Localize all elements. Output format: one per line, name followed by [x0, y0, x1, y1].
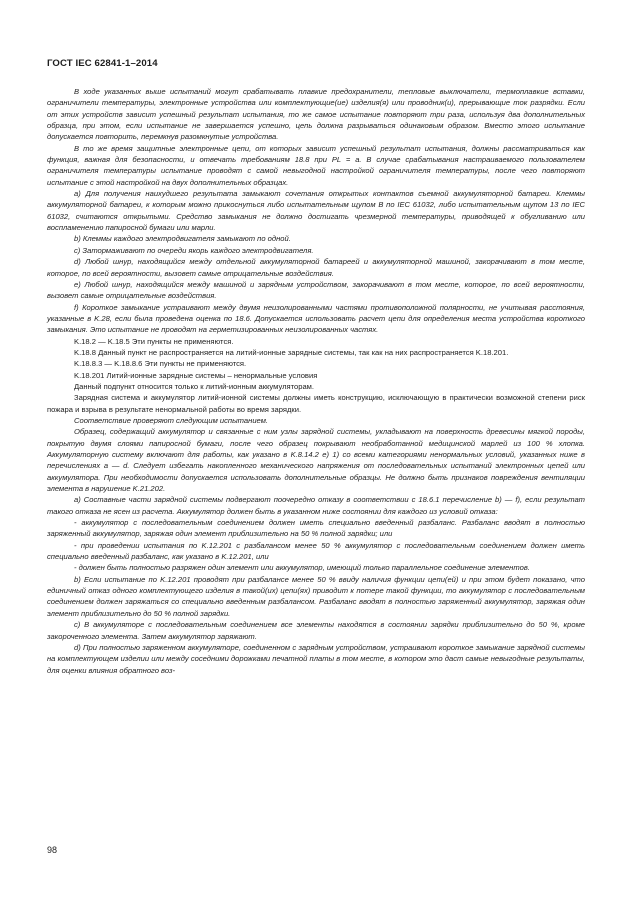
paragraph: K.18.201 Литий-ионные зарядные системы – ненормальные условия [74, 370, 318, 380]
paragraph: Соответствие проверяют следующим испытанием. [74, 415, 269, 425]
paragraph: c) Затормаживают по очереди якорь каждого электродвигателя. [74, 245, 314, 255]
paragraph: - аккумулятор с последовательным соединением должен иметь специально введенный разбаланс. Разбаланс вводят в полностью заряженный аккумулятор, заряжая один элемент приблизительно на 50 % полной зарядки; или [47, 518, 585, 539]
paragraph: K.18.8 Данный пункт не распространяется на литий-ионные зарядные системы, так как на них распространяется K.18.201. [74, 347, 509, 357]
paragraph: В ходе указанных выше испытаний могут срабатывать плавкие предохранители, тепловые выключатели, термоплавкие вставки, ограничители температуры, электронные устройства или комплектующие(ие) изделия(я) или проводник(и), прерывающие ток разрядки. Если от этих устройств зависит успешный результат испытания, то же самое испытание повторяют три раза, используя два дополнительных образца, при этом, если испытание не завершается успешно, цепь должна разрываться одинаковым образом. Вместо этого испытание допускается повторить, перемкнув разомкнутые устройства. [47, 87, 585, 142]
paragraph: - должен быть полностью разряжен один элемент или аккумулятор, имеющий только параллельное соединение элементов. [74, 563, 530, 573]
paragraph: d) При полностью заряженном аккумуляторе, соединенном с зарядным устройством, устраивают короткое замыкание зарядной системы на комплектующем изделии или между соседними дорожками печатной платы в том месте, в котором это даст самые невыгодные результаты, для оценки влияния обратного воз- [47, 642, 585, 675]
paragraph: Данный подпункт относится только к литий-ионным аккумуляторам. [74, 381, 315, 391]
paragraph: d) Любой шнур, находящийся между отдельной аккумуляторной батареей и аккумуляторной машиной, закорачивают в том месте, которое, по всей вероятности, вызовет самые отрицательные воздействия. [47, 257, 585, 278]
paragraph: В то же время защитные электронные цепи, от которых зависит успешный результат испытания, должны рассматриваться как функция, важная для безопасности, и отвечать требованиям 18.8 при PL = a. В случае срабатывания настраиваемого пользователем ограничителя температуры испытание проводят с самой невыгодной настройкой ограничителя температуры, после чего повторяют испытание с этой настройкой на двух дополнительных образцах. [47, 143, 585, 187]
paragraph: K.18.2 — K.18.5 Эти пункты не применяются. [74, 336, 234, 346]
paragraph: Образец, содержащий аккумулятор и связанные с ним узлы зарядной системы, укладывают на поверхность древесины мягкой породы, покрытую двумя слоями папиросной бумаги, после чего образец покрывают необработанной медицинской марлей из 100 % хлопка. Аккумуляторную систему включают для работы, как указано в K.8.14.2 e) 1) со всеми категориями ненормальных условий, указанных ниже в перечислениях a — d. Следует избегать накопленного механического напряжения от последовательных испытаний электронных цепей или аккумулятора. При необходимости допускается использовать дополнительные образцы. Не должно быть признаков повреждения вентиляции элемента в нарушение K.21.202. [47, 427, 585, 494]
document-header: ГОСТ IEC 62841-1–2014 [47, 58, 158, 69]
paragraph: a) Составные части зарядной системы подвергают поочередно отказу в соответствии с 18.6.1 перечисление b) — f), если результат такого отказа не ясен из расчета. Аккумулятор должен быть в указанном ниже состоянии для каждого из условий отказа: [47, 495, 585, 516]
document-body [47, 86, 585, 676]
page-number: 98 [47, 845, 58, 855]
paragraph: Зарядная система и аккумулятор литий-ионной системы должны иметь конструкцию, исключающую в практически возможной степени риск пожара и взрыва в результате ненормальной работы во время зарядки. [47, 393, 585, 414]
paragraph: - при проведении испытания по K.12.201 с разбалансом менее 50 % аккумулятор с последовательным соединением должен иметь специально введенный разбаланс, как указано в K.12.201, или [47, 540, 585, 562]
paragraph: a) Для получения наихудшего результата замыкают сочетания открытых контактов съемной аккумуляторной батареи. Клеммы аккумуляторной батареи, к которым можно прикоснуться либо испытательным щупом B по IEC 61032, либо испытательным щупом 13 по IEC 61032, считаются открытыми. Средство замыкания не должно достигать чрезмерной температуры, приводящей к обугливанию или воспламенению папиросной бумаги или марли. [47, 189, 585, 233]
paragraph: f) Короткое замыкание устраивают между двумя неизолированными частями противоположной полярности, не учитывая расстояния, указанные в K.28, если была проведена оценка по 18.6. Допускается использовать расчет цепи для определения места устройства короткого замыкания. Это испытание не проводят на герметизированных неизолированных частях. [47, 302, 585, 335]
paragraph: e) Любой шнур, находящийся между машиной и зарядным устройством, закорачивают в том месте, которое, по всей вероятности, вызовет самые отрицательные воздействия. [47, 279, 585, 301]
paragraph: K.18.8.3 — K.18.8.6 Эти пункты не применяются. [74, 359, 247, 369]
paragraph: b) Если испытание по K.12.201 проводят при разбалансе менее 50 % ввиду наличия функции цепи(ей) и при этом будет показано, что единичный отказ одного комплектующего изделия в такой(их) цепи(ях) приводит к потере такой функции, то аккумулятор с последовательным соединением должен заряжаться со специально введенным разбалансом. Разбаланс вводят в полностью заряженный аккумулятор, заряжая один элемент приблизительно до 50 % полной зарядки. [47, 574, 585, 618]
paragraph: c) В аккумуляторе с последовательным соединением все элементы находятся в состоянии зарядки приблизительно до 50 %, кроме закороченного элемента. Затем аккумулятор заряжают. [47, 620, 585, 641]
paragraph: b) Клеммы каждого электродвигателя замыкают по одной. [74, 234, 291, 244]
